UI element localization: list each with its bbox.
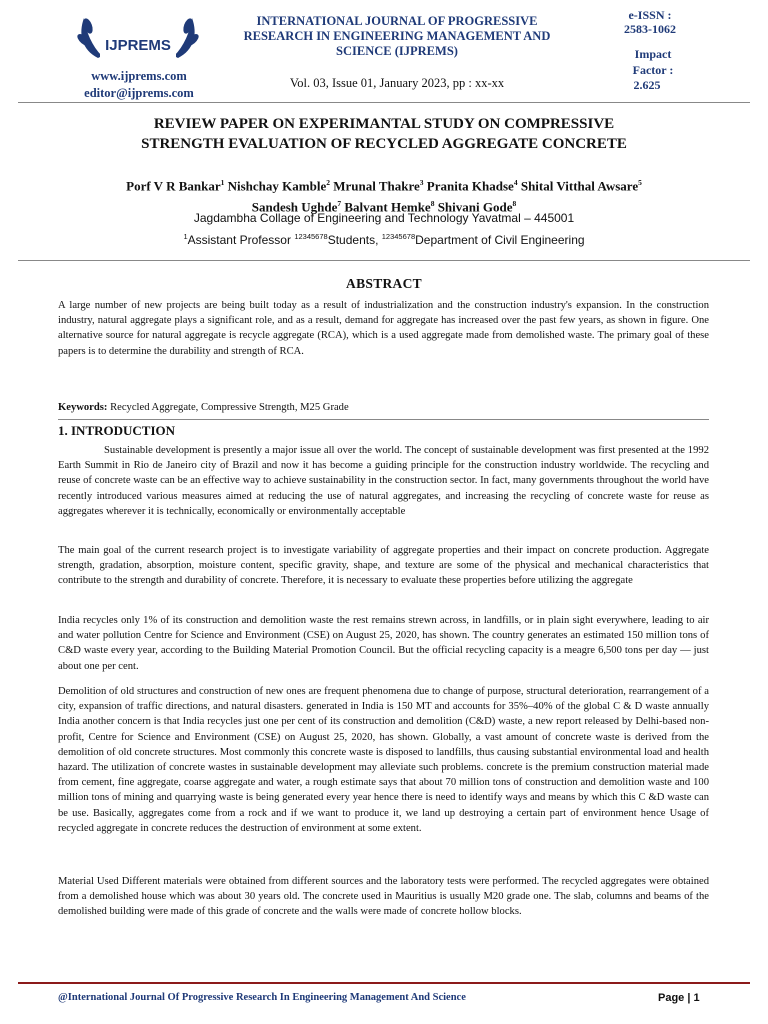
affiliation-line: [30, 232, 738, 247]
impact-factor-value: 2.625: [633, 78, 661, 92]
intro-paragraph-5: Material Used Different materials were obtained from different sources and the laboratory tests were performed. The recycled aggregates were obtained from a demolished house which was about 30 years old. The concrete used in Mauritius is usually M20 grade one. The slab, columns and beams of the demolished building were made of this grade of concrete and the walls were made of concrete hollow blocks.: [58, 876, 709, 918]
author: Nishchay Kamble: [224, 178, 327, 194]
institution: Jagdambha Collage of Engineering and Technology Yavatmal – 445001: [193, 211, 575, 225]
paper-title-line-2: STRENGTH EVALUATION OF RECYCLED AGGREGATE CONCRETE: [141, 136, 627, 152]
author-sup: 4: [513, 178, 518, 187]
author-sup: 2: [326, 178, 330, 187]
abstract-heading: ABSTRACT: [346, 276, 422, 291]
email-link[interactable]: editor@ijprems.com: [84, 86, 194, 100]
website-link[interactable]: www.ijprems.com: [91, 69, 187, 83]
abstract-text: A large number of new projects are being built today as a result of industrialization and the construction industry's expansion. In the construction industry, natural aggregate plays a significant role, and as a result, demand for aggregate has increased over the past few years, as shown in figure. One alternative source for natural aggregate is recycle aggregate (RCA), which is a used aggregate made from demolished waste. The primary goal of these papers is to determine the durability and strength of RCA.: [58, 300, 709, 357]
author-sup: 7: [337, 199, 342, 209]
intro-paragraph-3: India recycles only 1% of its construction and demolition waste the rest remains strewn across, in landfills, or in plain sight everywhere, leading to air and water pollution Centre for Science and Environment (CSE) on August 25, 2020, has shown. The country generates an estimated 150 million tons of C&D waste every year, according to the Building Material Promotion Council. But the official recycling capacity is a meagre 6,500 tons per day — just about one per cent.: [58, 615, 709, 672]
author-sup: 3: [419, 178, 424, 187]
intro-paragraph-4: Demolition of old structures and construction of new ones are frequent phenomena due to change of purpose, structural deterioration, rearrangement of a city, expansion of traffic directions, and natural disasters. generated in India is 150 MT and accounts for 35%–40% of the global C & D waste annually India another concern is that India recycles just one per cent of its construction and demolition (C&D) waste, a new report released by Delhi-based non-profit, Centre for Science and Environment (CSE) on August 25, 2020, has shown. Globally, a vast amount of concrete waste is derived from the demolition of old concrete structures. Most commonly this concrete waste is disposed to landfills, thus causing substantial environmental load and health hazard. The utilization of concrete wastes in sustainable development may alleviate such problems. concrete is the premium construction material made from cement, fine aggregate, coarse aggregate and water, a rough estimate says that about 70 million tons of construction and demolition waste and 100 million tons of mining and quarrying waste is being generated every year hence there is need to identify ways and means by which this C &D waste can be use. Basically, aggregates come from a rock and if we want to produce it, we land up destroying a certain part of environment hence Usage of recycled aggregate in concrete reduces the destruction of environment at some extent.: [58, 686, 709, 834]
journal-contact: [74, 68, 204, 102]
author: Pranita Khadse: [423, 178, 514, 194]
abstract-divider: [18, 260, 750, 261]
journal-logo: [68, 10, 208, 66]
footer-journal: @International Journal Of Progressive Research In Engineering Management And Science: [58, 992, 466, 1003]
footer-divider: [18, 982, 750, 984]
intro-paragraph-1: Sustainable development is presently a major issue all over the world. The concept of sustainable development was first presented at the 1992 Earth Summit in Rio de Janeiro city of Brazil and now it has become a guiding principle for the construction industry worldwide. The recycling and reuse of concrete waste can be an effective way to achieve sustainability in the construction sector. In fact, many governments throughout the world have recently introduced various measures aimed at reducing the use of natural aggregates, and increasing the recycling of concrete waste for reuse as aggregates wherever it is technically, economically or environmentally acceptable: [58, 445, 709, 517]
author: Mrunal Thakre: [329, 178, 420, 194]
author: Porf V R Bankar: [126, 178, 221, 194]
author: Shivani Gode: [434, 199, 513, 215]
eissn-label: e-ISSN :: [628, 8, 672, 22]
author-sup: 8: [512, 199, 517, 209]
author-sup: 5: [638, 178, 642, 187]
author-sup: 8: [430, 199, 435, 209]
keywords-label: Keywords:: [58, 402, 108, 413]
journal-title: INTERNATIONAL JOURNAL OF PROGRESSIVE RESEARCH IN ENGINEERING MANAGEMENT AND SCIENCE (IJPREMS): [243, 14, 551, 58]
author: Sandesh Ughde: [251, 199, 338, 215]
impact-factor-label: Impact Factor :: [632, 47, 674, 77]
header-divider: [18, 102, 750, 103]
intro-paragraph-2: The main goal of the current research project is to investigate variability of aggregate properties and their impact on concrete production. Aggregate strength, gradation, absorption, moisture content, specific gravity, shape, and texture are some of the physical and mechanical characteristics that contribute to the strength and durability of concrete. Therefore, it is necessary to evaluate these properties before utilizing the aggregate: [58, 545, 709, 587]
eissn-value: 2583-1062: [624, 22, 676, 36]
aff-sup: 12345678: [294, 232, 328, 241]
paper-title: [40, 114, 728, 154]
section-heading-introduction: 1. INTRODUCTION: [58, 423, 176, 438]
logo-text: IJPREMS: [105, 37, 171, 54]
aff-text: Students,: [327, 233, 382, 247]
keywords-divider: [58, 419, 709, 420]
author-sup: 1: [220, 178, 225, 187]
author: Shital Vitthal Awsare: [517, 178, 639, 194]
keywords-text: Recycled Aggregate, Compressive Strength, M25 Grade: [107, 402, 349, 413]
aff-text: Department of Civil Engineering: [415, 233, 585, 247]
aff-sup: 12345678: [381, 232, 416, 241]
paper-title-line-1: REVIEW PAPER ON EXPERIMANTAL STUDY ON COMPRESSIVE: [153, 116, 615, 132]
author-line-1: [30, 174, 738, 195]
aff-text: Assistant Professor: [187, 233, 295, 247]
keywords: [58, 402, 349, 413]
volume-info: Vol. 03, Issue 01, January 2023, pp : xx-xx: [289, 76, 505, 90]
page-number: Page | 1: [658, 992, 700, 1004]
aff-sup: 1: [183, 232, 188, 241]
author: Balvant Hemke: [341, 199, 431, 215]
